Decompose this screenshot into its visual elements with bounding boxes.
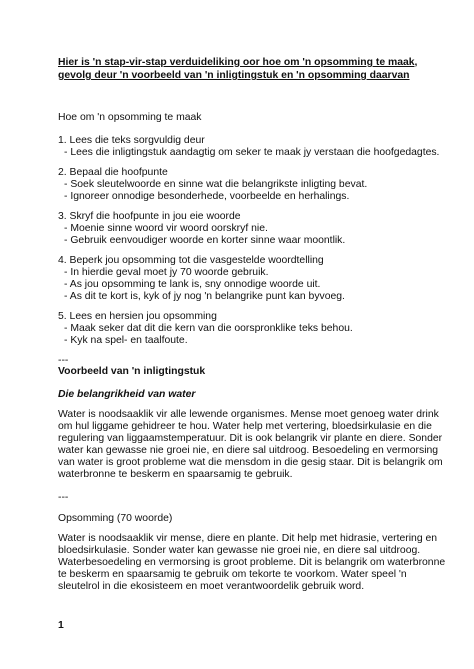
summary-line-3: Waterbesoedeling en vermorsing is groot probleme. Dit is belangrik om waterbronne <box>58 557 446 568</box>
document-title-line-2: gevolg deur 'n voorbeeld van 'n inligtingstuk en 'n opsomming daarvan <box>58 70 410 81</box>
article-line-5: van water is groot probleme wat die mensdom in die gesig staar. Dit is belangrik om <box>58 457 443 468</box>
example-heading: Voorbeeld van 'n inligtingstuk <box>58 366 206 377</box>
article-line-6: waterbronne te beskerm en spaarsamig te gebruik. <box>58 469 293 480</box>
step-4-sub-1: - In hierdie geval moet jy 70 woorde gebruik. <box>64 267 269 278</box>
step-5-sub-1: - Maak seker dat dit die kern van die oorspronklike teks behou. <box>64 323 353 334</box>
article-line-3: regulering van liggaamstemperatuur. Dit is ook belangrik vir plante en diere. Sonder <box>58 433 443 444</box>
step-5-sub-2: - Kyk na spel- en taalfoute. <box>64 335 188 346</box>
summary-line-4: te beskerm en spaarsamig te gebruik om tekorte te voorkom. Water speel 'n <box>58 569 407 580</box>
step-2-title: 2. Bepaal die hoofpunte <box>58 167 168 178</box>
article-title: Die belangrikheid van water <box>58 389 196 400</box>
page-number: 1 <box>58 620 64 631</box>
summary-line-5: sleutelrol in die ekosisteem en moet verantwoordelik gebruik word. <box>58 581 365 592</box>
document-title-line-1: Hier is 'n stap-vir-stap verduideliking oor hoe om 'n opsomming te maak, <box>58 57 418 68</box>
step-1-title: 1. Lees die teks sorgvuldig deur <box>58 135 205 146</box>
step-4-title: 4. Beperk jou opsomming tot die vasgestelde woordtelling <box>58 255 324 266</box>
step-2-sub-1: - Soek sleutelwoorde en sinne wat die belangrikste inligting bevat. <box>64 179 368 190</box>
step-2-sub-2: - Ignoreer onnodige besonderhede, voorbeelde en herhalings. <box>64 191 350 202</box>
separator-2: --- <box>58 492 69 503</box>
step-4-sub-3: - As dit te kort is, kyk of jy nog 'n belangrike punt kan byvoeg. <box>64 291 345 302</box>
section-heading-how-to: Hoe om 'n opsomming te maak <box>58 112 202 123</box>
separator-1: --- <box>58 355 69 366</box>
article-line-4: water kan gewasse nie groei nie, en diere sal uitdroog. Besoedeling en vermorsing <box>58 445 439 456</box>
step-3-sub-2: - Gebruik eenvoudiger woorde en korter sinne waar moontlik. <box>64 235 346 246</box>
summary-line-2: bloedsirkulasie. Sonder water kan gewasse nie groei nie, en diere sal uitdroog. <box>58 545 421 556</box>
step-4-sub-2: - As jou opsomming te lank is, sny onnodige woorde uit. <box>64 279 321 290</box>
summary-line-1: Water is noodsaaklik vir mense, diere en plante. Dit help met hidrasie, vertering en <box>58 533 438 544</box>
step-5-title: 5. Lees en hersien jou opsomming <box>58 311 217 322</box>
summary-heading: Opsomming (70 woorde) <box>58 513 173 524</box>
article-line-1: Water is noodsaaklik vir alle lewende organismes. Mense moet genoeg water drink <box>58 409 439 420</box>
article-line-2: om hul liggame gehidreer te hou. Water help met vertering, bloedsirkulasie en die <box>58 421 432 432</box>
step-3-title: 3. Skryf die hoofpunte in jou eie woorde <box>58 211 241 222</box>
step-1-sub-1: - Lees die inligtingstuk aandagtig om seker te maak jy verstaan die hoofgedagtes. <box>64 147 440 158</box>
step-3-sub-1: - Moenie sinne woord vir woord oorskryf nie. <box>64 223 268 234</box>
